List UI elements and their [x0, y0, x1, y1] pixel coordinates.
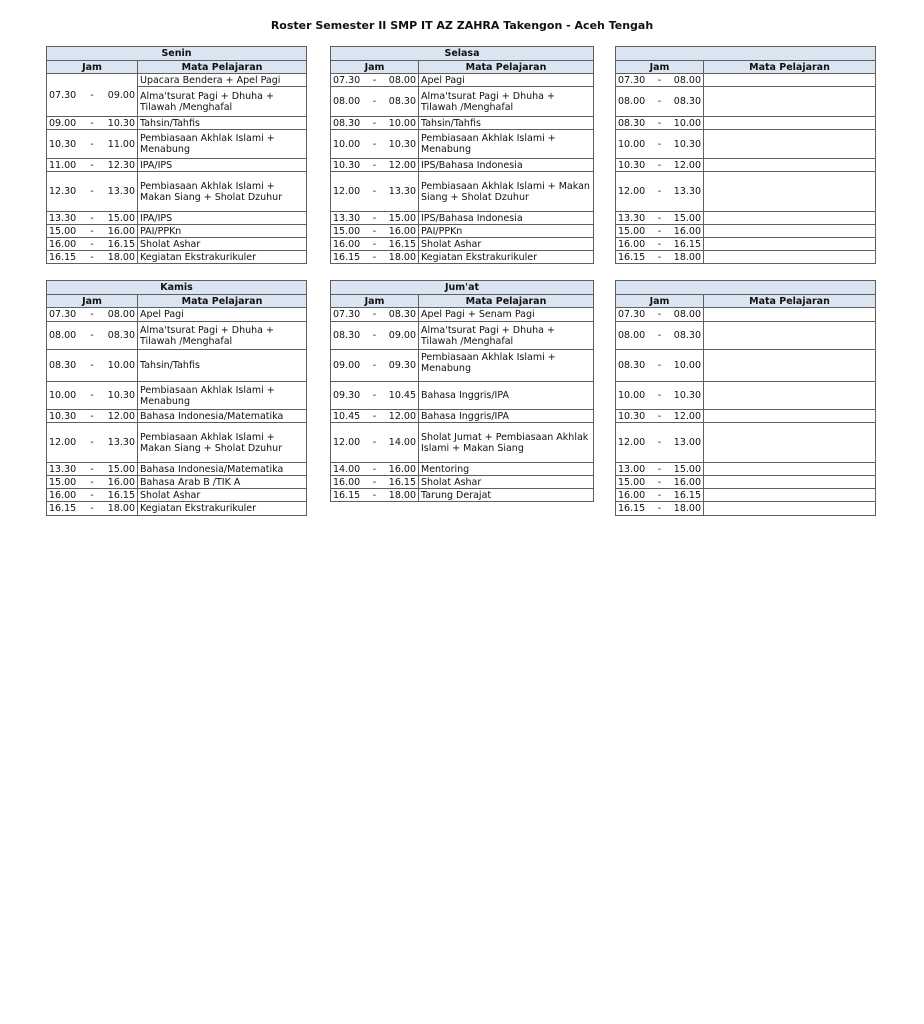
subject-cell: Tahsin/Tahfis	[138, 350, 307, 382]
day-name	[616, 47, 876, 61]
subject-cell: Sholat Ashar	[419, 238, 594, 251]
time-cell: 08.00 08.30 -	[616, 322, 704, 350]
time-cell: 12.00 13.30 -	[331, 172, 419, 212]
time-cell: 13.00 15.00 -	[616, 463, 704, 476]
subject-cell: Mentoring	[419, 463, 594, 476]
document-title: Roster Semester II SMP IT AZ ZAHRA Takengon - Aceh Tengah	[270, 19, 654, 32]
column-header-jam: Jam	[331, 295, 419, 308]
column-header-jam: Jam	[616, 61, 704, 74]
subject-cell	[704, 322, 876, 350]
subject-cell	[704, 251, 876, 264]
schedule-table-day3	[615, 46, 876, 264]
subject-cell: Alma'tsurat Pagi + Dhuha + Tilawah /Menghafal	[138, 322, 307, 350]
subject-cell	[704, 308, 876, 322]
time-cell: 10.30 12.00 -	[616, 410, 704, 423]
time-cell: 12.00 13.30 -	[47, 423, 138, 463]
time-cell: 16.15 18.00 -	[331, 251, 419, 264]
column-header-jam: Jam	[47, 295, 138, 308]
schedule-table-selasa	[330, 46, 594, 264]
time-cell: 16.15 18.00 -	[616, 251, 704, 264]
subject-cell: Pembiasaan Akhlak Islami + Menabung	[419, 350, 594, 382]
time-cell: 16.00 16.15 -	[331, 238, 419, 251]
time-cell: 12.00 13.30 -	[616, 172, 704, 212]
subject-cell: Sholat Ashar	[138, 238, 307, 251]
time-cell: 13.30 15.00 -	[47, 463, 138, 476]
time-cell: 12.30 13.30 -	[47, 172, 138, 212]
schedule-table-jumat	[330, 280, 594, 502]
time-cell: 10.00 10.30 -	[616, 382, 704, 410]
time-cell: 16.00 16.15 -	[47, 489, 138, 502]
day-name: Kamis	[47, 281, 307, 295]
subject-cell: Upacara Bendera + Apel Pagi	[138, 74, 307, 87]
subject-cell: Bahasa Inggris/IPA	[419, 410, 594, 423]
subject-cell: Pembiasaan Akhlak Islami + Makan Siang + Sholat Dzuhur	[138, 172, 307, 212]
time-cell: 10.45 12.00 -	[331, 410, 419, 423]
subject-cell	[704, 502, 876, 516]
time-cell: 08.30 10.00 -	[616, 117, 704, 130]
subject-cell	[704, 423, 876, 463]
subject-cell: IPA/IPS	[138, 159, 307, 172]
time-cell: 10.30 12.00 -	[47, 410, 138, 423]
time-cell: 08.30 09.00 -	[331, 322, 419, 350]
time-cell: 07.30 08.00 -	[616, 74, 704, 87]
subject-cell: PAI/PPKn	[138, 225, 307, 238]
subject-cell: Pembiasaan Akhlak Islami + Menabung	[138, 130, 307, 159]
time-cell: 13.30 15.00 -	[47, 212, 138, 225]
time-cell: 07.30 08.00 -	[331, 74, 419, 87]
time-cell: 09.00 10.30 -	[47, 117, 138, 130]
column-header-mapel: Mata Pelajaran	[138, 295, 307, 308]
time-cell: 10.30 12.00 -	[616, 159, 704, 172]
subject-cell: Sholat Jumat + Pembiasaan Akhlak Islami + Makan Siang	[419, 423, 594, 463]
time-cell: 10.30 12.00 -	[331, 159, 419, 172]
time-cell: 12.00 13.00 -	[616, 423, 704, 463]
time-cell: 07.30 08.00 -	[47, 308, 138, 322]
subject-cell	[704, 350, 876, 382]
subject-cell: Kegiatan Ekstrakurikuler	[138, 251, 307, 264]
subject-cell: Pembiasaan Akhlak Islami + Makan Siang + Sholat Dzuhur	[138, 423, 307, 463]
subject-cell: IPA/IPS	[138, 212, 307, 225]
subject-cell: Alma'tsurat Pagi + Dhuha + Tilawah /Menghafal	[419, 322, 594, 350]
time-cell: 08.30 10.00 -	[47, 350, 138, 382]
subject-cell	[704, 225, 876, 238]
time-cell: 08.00 08.30 -	[47, 322, 138, 350]
time-cell: 15.00 16.00 -	[331, 225, 419, 238]
column-header-mapel: Mata Pelajaran	[138, 61, 307, 74]
time-cell: 16.00 16.15 -	[331, 476, 419, 489]
subject-cell: Tarung Derajat	[419, 489, 594, 502]
time-cell: 08.30 10.00 -	[616, 350, 704, 382]
subject-cell: Bahasa Inggris/IPA	[419, 382, 594, 410]
subject-cell: Bahasa Arab B /TIK A	[138, 476, 307, 489]
schedule-table-day6	[615, 280, 876, 516]
subject-cell: Bahasa Indonesia/Matematika	[138, 410, 307, 423]
subject-cell: Bahasa Indonesia/Matematika	[138, 463, 307, 476]
subject-cell: Pembiasaan Akhlak Islami + Makan Siang + Sholat Dzuhur	[419, 172, 594, 212]
day-name: Jum'at	[331, 281, 594, 295]
subject-cell	[704, 463, 876, 476]
time-cell: 15.00 16.00 -	[47, 225, 138, 238]
time-cell: 12.00 14.00 -	[331, 423, 419, 463]
time-cell: 07.30 08.00 -	[616, 308, 704, 322]
subject-cell	[704, 476, 876, 489]
subject-cell: IPS/Bahasa Indonesia	[419, 159, 594, 172]
time-cell: 16.15 18.00 -	[616, 502, 704, 516]
time-cell: 07.30 08.30 -	[331, 308, 419, 322]
column-header-mapel: Mata Pelajaran	[419, 295, 594, 308]
subject-cell	[704, 130, 876, 159]
time-cell: 15.00 16.00 -	[47, 476, 138, 489]
subject-cell: Apel Pagi	[138, 308, 307, 322]
time-cell: 13.30 15.00 -	[331, 212, 419, 225]
column-header-mapel: Mata Pelajaran	[704, 295, 876, 308]
subject-cell	[704, 382, 876, 410]
subject-cell: Tahsin/Tahfis	[419, 117, 594, 130]
time-cell: 13.30 15.00 -	[616, 212, 704, 225]
subject-cell	[704, 410, 876, 423]
time-cell: 08.00 08.30 -	[331, 87, 419, 117]
schedule-table-senin	[46, 46, 307, 264]
column-header-jam: Jam	[331, 61, 419, 74]
subject-cell: IPS/Bahasa Indonesia	[419, 212, 594, 225]
time-cell: 07.30 09.00 -	[47, 74, 138, 117]
time-cell: 09.00 09.30 -	[331, 350, 419, 382]
time-cell: 16.15 18.00 -	[47, 502, 138, 516]
column-header-mapel: Mata Pelajaran	[419, 61, 594, 74]
time-cell: 16.15 18.00 -	[331, 489, 419, 502]
time-cell: 14.00 16.00 -	[331, 463, 419, 476]
time-cell: 08.00 08.30 -	[616, 87, 704, 117]
subject-cell	[704, 489, 876, 502]
time-cell: 10.00 10.30 -	[47, 382, 138, 410]
time-cell: 08.30 10.00 -	[331, 117, 419, 130]
subject-cell	[704, 172, 876, 212]
time-cell: 10.30 11.00 -	[47, 130, 138, 159]
subject-cell: Kegiatan Ekstrakurikuler	[419, 251, 594, 264]
column-header-jam: Jam	[47, 61, 138, 74]
subject-cell: Alma'tsurat Pagi + Dhuha + Tilawah /Menghafal	[419, 87, 594, 117]
day-name: Selasa	[331, 47, 594, 61]
schedule-table-kamis	[46, 280, 307, 516]
time-cell: 15.00 16.00 -	[616, 225, 704, 238]
subject-cell: Sholat Ashar	[138, 489, 307, 502]
subject-cell	[704, 74, 876, 87]
subject-cell: Pembiasaan Akhlak Islami + Menabung	[138, 382, 307, 410]
subject-cell: Pembiasaan Akhlak Islami + Menabung	[419, 130, 594, 159]
subject-cell	[704, 212, 876, 225]
time-cell: 16.00 16.15 -	[47, 238, 138, 251]
subject-cell: Alma'tsurat Pagi + Dhuha + Tilawah /Menghafal	[138, 87, 307, 117]
time-cell: 09.30 10.45 -	[331, 382, 419, 410]
subject-cell: PAI/PPKn	[419, 225, 594, 238]
subject-cell: Tahsin/Tahfis	[138, 117, 307, 130]
time-cell: 11.00 12.30 -	[47, 159, 138, 172]
column-header-mapel: Mata Pelajaran	[704, 61, 876, 74]
subject-cell	[704, 87, 876, 117]
time-cell: 15.00 16.00 -	[616, 476, 704, 489]
subject-cell: Sholat Ashar	[419, 476, 594, 489]
subject-cell	[704, 159, 876, 172]
subject-cell: Kegiatan Ekstrakurikuler	[138, 502, 307, 516]
subject-cell: Apel Pagi + Senam Pagi	[419, 308, 594, 322]
day-name: Senin	[47, 47, 307, 61]
subject-cell: Apel Pagi	[419, 74, 594, 87]
time-cell: 16.00 16.15 -	[616, 489, 704, 502]
time-cell: 10.00 10.30 -	[616, 130, 704, 159]
subject-cell	[704, 117, 876, 130]
time-cell: 16.15 18.00 -	[47, 251, 138, 264]
column-header-jam: Jam	[616, 295, 704, 308]
time-cell: 16.00 16.15 -	[616, 238, 704, 251]
subject-cell	[704, 238, 876, 251]
day-name	[616, 281, 876, 295]
time-cell: 10.00 10.30 -	[331, 130, 419, 159]
